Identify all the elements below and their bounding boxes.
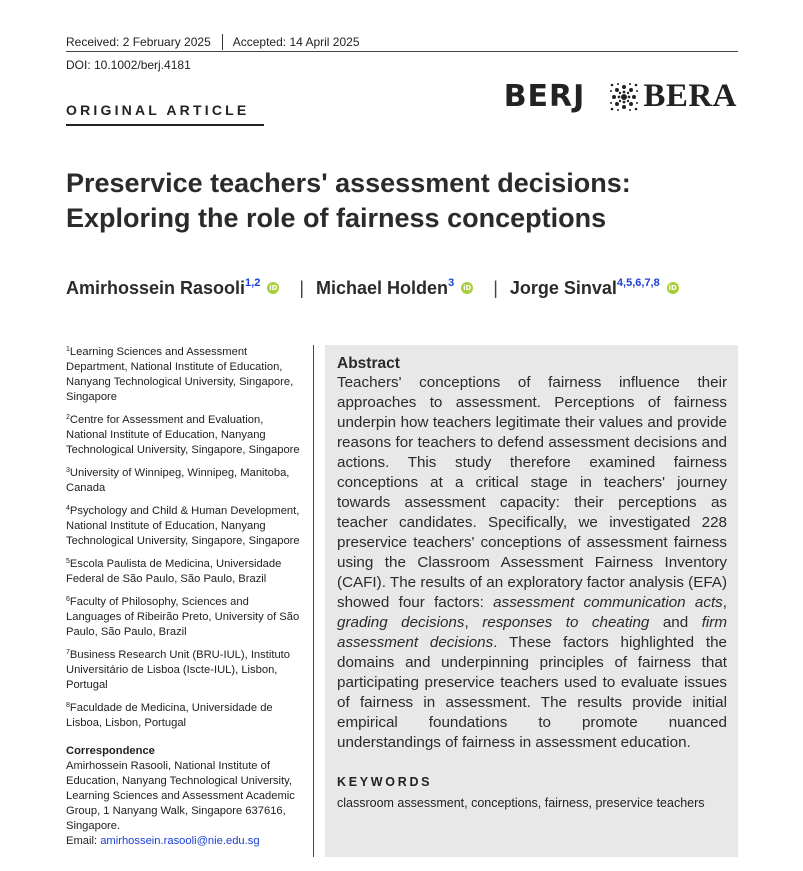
abstract-comma: , <box>464 614 483 631</box>
email-link[interactable]: amirhossein.rasooli@nie.edu.sg <box>100 835 260 847</box>
affiliation <box>66 554 306 587</box>
affiliation-number: 1 <box>66 346 70 353</box>
header-rule <box>66 51 738 52</box>
affiliation-text: Psychology and Child & Human Development, National Institute of Education, Nanyang Technological University, Singapore, Singapore <box>66 505 300 547</box>
factor-2: grading decisions <box>337 614 465 631</box>
author-affil-refs[interactable]: 1,2 <box>245 277 261 289</box>
orcid-icon[interactable]: iD <box>463 284 472 292</box>
factor-1: assessment communication acts <box>493 594 723 611</box>
abstract-text <box>337 373 727 753</box>
bera-logo: BERA <box>643 78 737 114</box>
abstract-content <box>337 355 727 811</box>
affiliation-number: 8 <box>66 702 70 709</box>
article-type: ORIGINAL ARTICLE <box>66 102 250 118</box>
affiliation-number: 5 <box>66 558 70 565</box>
affiliation-text: Business Research Unit (BRU-IUL), Instituto Universitário de Lisboa (Iscte-IUL), Lisbon, Portugal <box>66 649 291 691</box>
column-divider <box>313 345 314 857</box>
author-affil-refs[interactable]: 4,5,6,7,8 <box>616 277 660 289</box>
title-line-1: Preservice teachers' assessment decisions: <box>66 168 631 198</box>
bera-emblem-icon <box>609 82 639 112</box>
affiliation-text: University of Winnipeg, Winnipeg, Manitoba, Canada <box>66 467 290 494</box>
affiliation-number: 7 <box>66 649 70 656</box>
affiliation-text: Faculty of Philosophy, Sciences and Languages of Ribeirão Preto, University of São Paulo, São Paulo, Brazil <box>66 596 300 638</box>
journal-logos <box>504 78 737 115</box>
abstract-part-2: . These factors highlighted the domains and underpinning principles of fairness that participating preservice teachers used to evaluate issues of fairness in assessment. The results provide initial empirical foundations to promote nuanced understandings of fairness in assessment education. <box>337 634 727 751</box>
affiliation <box>66 463 306 496</box>
article-type-underline <box>66 124 264 126</box>
affiliation <box>66 410 306 458</box>
author-name: Jorge Sinval <box>509 278 617 298</box>
email-label: Email: <box>66 835 98 847</box>
author-name: Michael Holden <box>316 278 449 298</box>
correspondence-address: Amirhossein Rasooli, National Institute of Education, Nanyang Technological University, Learning Sciences and Assessment Academic Group, 1 Nanyang Walk, Singapore 637616, Singapore. <box>66 760 295 832</box>
author-affil-refs[interactable]: 3 <box>448 277 455 289</box>
date-divider <box>222 34 223 50</box>
abstract-part-1: Teachers' conceptions of fairness influence their approaches to assessment. Perceptions of fairness underpin how teachers legitimate their values and provide reasons for teachers to defend assessment decisions and actions. This study therefore examined fairness conceptions at a critical stage in teachers' journey towards assessment capacity: their perceptions as teacher candidates. Specifically, we investigated 228 preservice teachers' conceptions of assessment fairness using the Classroom Assessment Fairness Inventory (CAFI). The results of an exploratory factor analysis (EFA) showed four factors: <box>337 374 727 611</box>
article-title <box>66 166 746 236</box>
affiliation-text: Centre for Assessment and Evaluation, National Institute of Education, Nanyang Technological University, Singapore, Singapore <box>66 414 300 456</box>
berj-logo: BERJ <box>503 79 586 114</box>
affiliations-column <box>66 342 306 849</box>
correspondence-label: Correspondence <box>66 745 155 757</box>
factor-4: firm assessment decisions <box>337 614 727 651</box>
title-line-2: Exploring the role of fairness conceptions <box>66 203 607 233</box>
author-name: Amirhossein Rasooli <box>66 278 246 298</box>
author-separator: | <box>299 277 305 298</box>
affiliation <box>66 501 306 549</box>
affiliation-text: Escola Paulista de Medicina, Universidade Federal de São Paulo, São Paulo, Brazil <box>66 558 282 585</box>
correspondence-email-line <box>66 834 306 849</box>
received-date: Received: 2 February 2025 <box>66 35 211 49</box>
affiliation-number: 4 <box>66 505 70 512</box>
affiliation-number: 2 <box>66 414 70 421</box>
affiliation <box>66 592 306 640</box>
affiliation-text: Learning Sciences and Assessment Department, National Institute of Education, Nanyang Technological University, Singapore, Singapore <box>66 346 294 403</box>
publication-dates <box>66 34 360 50</box>
factor-3: responses to cheating <box>482 614 650 631</box>
author-1[interactable] <box>66 277 260 299</box>
orcid-icon[interactable]: iD <box>269 284 278 292</box>
author-2[interactable] <box>316 277 454 299</box>
abstract-comma: , <box>722 594 727 611</box>
author-3[interactable] <box>510 277 660 299</box>
affiliation-text: Faculdade de Medicina, Universidade de Lisboa, Lisbon, Portugal <box>66 702 273 729</box>
orcid-icon[interactable]: iD <box>668 284 677 292</box>
affiliation <box>66 645 306 693</box>
affiliation <box>66 698 306 731</box>
keywords-list: classroom assessment, conceptions, fairness, preservice teachers <box>337 796 705 810</box>
author-separator: | <box>493 277 498 298</box>
doi[interactable]: DOI: 10.1002/berj.4181 <box>66 58 191 72</box>
keywords-heading: KEYWORDS <box>337 775 433 789</box>
abstract-and: and <box>649 614 702 631</box>
author-list <box>66 277 679 299</box>
accepted-date: Accepted: 14 April 2025 <box>232 35 360 49</box>
affiliation-number: 3 <box>66 467 70 474</box>
abstract-box <box>325 345 738 857</box>
affiliation <box>66 342 306 405</box>
affiliation-number: 6 <box>66 596 70 603</box>
abstract-heading: Abstract <box>337 355 400 372</box>
